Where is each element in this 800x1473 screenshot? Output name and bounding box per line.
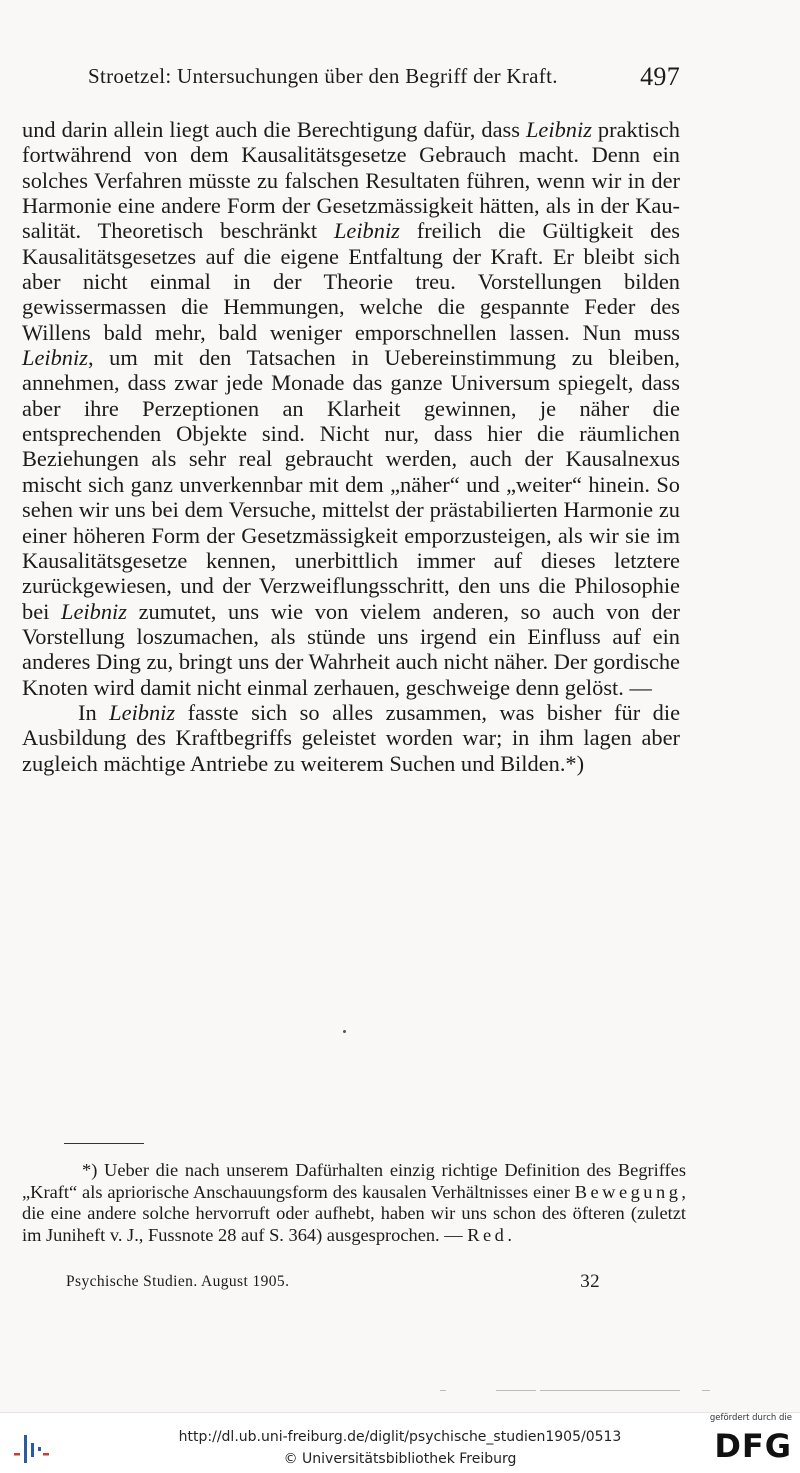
scan-edge-marks bbox=[440, 1390, 710, 1392]
italic-name: Leibniz bbox=[61, 598, 127, 624]
journal-line: Psychische Studien. August 1905. bbox=[66, 1273, 290, 1290]
funding-note: gefördert durch die bbox=[709, 1413, 792, 1423]
footnote bbox=[22, 1160, 686, 1246]
spaced-text: Red. bbox=[467, 1224, 516, 1245]
page-footer bbox=[66, 1271, 600, 1293]
scan-speck bbox=[343, 1030, 346, 1033]
italic-name: Leibniz bbox=[109, 699, 176, 725]
running-header bbox=[88, 62, 680, 96]
footnote-text bbox=[22, 1160, 686, 1246]
page-number: 497 bbox=[640, 62, 680, 91]
body-text bbox=[22, 117, 680, 776]
text-run: , die eine andere solche hervorruft oder aufhebt, haben wir uns schon des öfteren (zuletzt im Juniheft v. J., Fussnote 28 auf S. 364) ausgesprochen. — bbox=[22, 1181, 686, 1245]
signature-mark: 32 bbox=[580, 1271, 600, 1292]
text-run: In bbox=[78, 699, 110, 725]
text-run: praktisch fortwährend von dem Kausalitätsgesetze Gebrauch macht. Denn ein solches Verfahren müsste zu falschen Resultaten führen, wenn wir in der Harmonie eine andere Form der Gesetzmässigkeit hätten, als in der Kausalität. Theoretisch beschränkt bbox=[22, 117, 681, 244]
viewer-bar bbox=[0, 1412, 800, 1473]
text-run: fasste sich so alles zusammen, was bisher für die Ausbildung des Kraftbegriffs geleistet worden war; in ihm lagen aber zugleich mächtige Antriebe zu weiterem Suchen und Bilden.*) bbox=[22, 699, 681, 776]
italic-name: Leibniz bbox=[22, 345, 88, 371]
spaced-text: Bewegung bbox=[574, 1181, 682, 1202]
text-run: und darin allein liegt auch die Berechtigung dafür, dass bbox=[22, 117, 526, 142]
italic-name: Leibniz bbox=[525, 117, 592, 142]
footnote-rule bbox=[64, 1143, 144, 1144]
text-run: freilich die Gültigkeit des Kausalitätsgesetzes auf die eigene Entfaltung der Kraft. Er bleibt sich aber nicht einmal in der Theorie treu. Vorstellungen bilden gewissermassen die Hemmungen, welche die gespannte Feder des Willens bald mehr, bald weniger emporschnellen lassen. Nun muss bbox=[22, 218, 680, 345]
text-run: zumutet, uns wie von vielem anderen, so auch von der Vorstellung loszumachen, als stünde uns irgend ein Einfluss auf ein anderes Ding zu, bringt uns der Wahrheit auch nicht näher. Der gordische Knoten wird damit nicht einmal zerhauen, geschweige denn gelöst. — bbox=[22, 598, 681, 700]
copyright-notice: © Universitätsbibliothek Freiburg bbox=[283, 1451, 517, 1467]
italic-name: Leibniz bbox=[333, 218, 400, 244]
paragraph-2 bbox=[22, 700, 680, 776]
paragraph-1 bbox=[22, 117, 680, 700]
running-title: Stroetzel: Untersuchungen über den Begriff der Kraft. bbox=[88, 64, 558, 88]
permalink-url[interactable]: http://dl.ub.uni-freiburg.de/diglit/psychische_studien1905/0513 bbox=[178, 1429, 622, 1445]
text-run: *) Ueber die nach unserem Dafürhalten einzig richtige Definition des Begriffes „Kraft“ als apriorische Anschauungsform des kausalen Verhältnisses einer bbox=[22, 1160, 686, 1202]
text-run: , um mit den Tatsachen in Uebereinstimmung zu bleiben, annehmen, dass zwar jede Monade das ganze Universum spiegelt, dass aber ihre Perzeptionen an Klarheit gewinnen, je näher die entsprechenden Objekte sind. Nicht nur, dass hier die räumlichen Beziehungen als sehr real gebraucht werden, auch der Kausalnexus mischt sich ganz unverkennbar mit dem „näher“ und „weiter“ hinein. So sehen wir uns bei dem Versuche, mittelst der prästabilierten Harmonie zu einer höheren Form der Gesetzmässigkeit emporzusteigen, als wir sie im Kausalitätsgesetze kennen, unerbittlich immer auf dieses letztere zurückgewiesen, und der Verzweiflungsschritt, den uns die Philosophie bei bbox=[22, 345, 680, 624]
dfg-logo: DFG bbox=[714, 1427, 792, 1465]
